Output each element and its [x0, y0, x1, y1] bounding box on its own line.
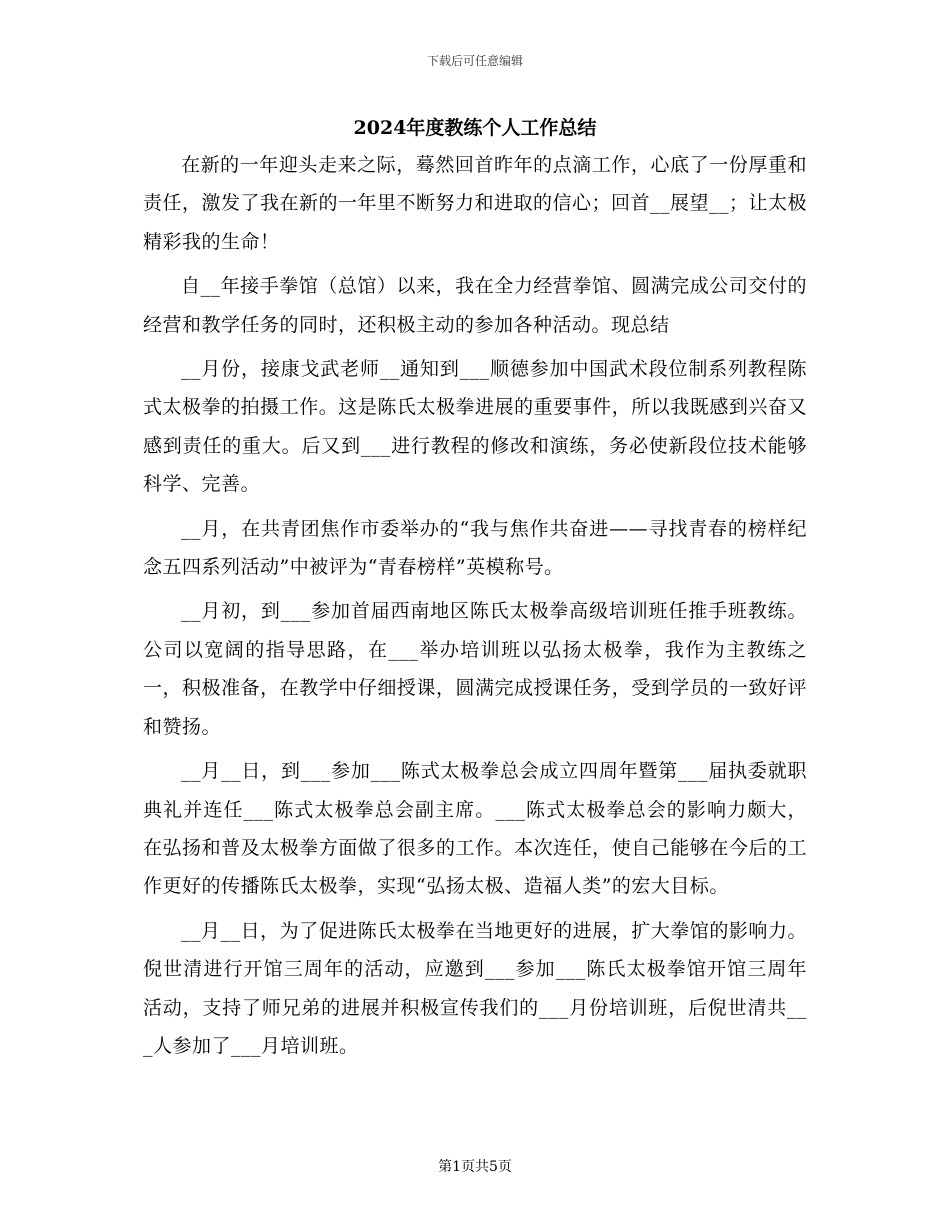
page-header-note: 下载后可任意编辑: [426, 54, 523, 68]
paragraph-4: __月，在共青团焦作市委举办的“我与焦作共奋进——寻找青春的榜样纪念五四系列活动”中被评为“青春榜样”英模称号。: [143, 517, 807, 579]
paragraph-6: __月__日，到___参加___陈式太极拳总会成立四周年暨第___届执委就职典礼并连任___陈式太极拳总会副主席。___陈式太极拳总会的影响力颇大，在弘扬和普及太极拳方面做了很多的工作。本次连任，使自己能够在今后的工作更好的传播陈氏太极拳，实现“弘扬太极、造福人类”的宏大目标。: [143, 760, 807, 898]
paragraph-2: 自__年接手拳馆（总馆）以来，我在全力经营拳馆、圆满完成公司交付的经营和教学任务的同时，还积极主动的参加各种活动。现总结: [143, 275, 807, 336]
paragraph-3: __月份，接康戈武老师__通知到___顺德参加中国武术段位制系列教程陈式太极拳的拍摄工作。这是陈氏太极拳进展的重要事件，所以我既感到兴奋又感到责任的重大。后又到___进行教程的修改和演练，务必使新段位技术能够科学、完善。: [143, 358, 807, 496]
paragraph-7: __月__日，为了促进陈氏太极拳在当地更好的进展，扩大拳馆的影响力。倪世清进行开馆三周年的活动，应邀到___参加___陈氏太极拳馆开馆三周年活动，支持了师兄弟的进展并积极宣传我们的___月份培训班，后倪世清共___人参加了___月培训班。: [143, 919, 807, 1057]
document-title: 2024年度教练个人工作总结: [353, 117, 597, 139]
paragraph-5: __月初，到___参加首届西南地区陈氏太极拳高级培训班任推手班教练。公司以宽阔的指导思路，在___举办培训班以弘扬太极拳，我作为主教练之一，积极准备，在教学中仔细授课，圆满完成授课任务，受到学员的一致好评和赞扬。: [143, 600, 807, 738]
page-number: 第1页共5页: [438, 1159, 512, 1175]
paragraph-1: 在新的一年迎头走来之际，蓦然回首昨年的点滴工作，心底了一份厚重和责任，激发了我在新的一年里不断努力和进取的信心；回首__展望__；让太极精彩我的生命！: [143, 154, 808, 253]
document-body: [143, 146, 807, 1071]
